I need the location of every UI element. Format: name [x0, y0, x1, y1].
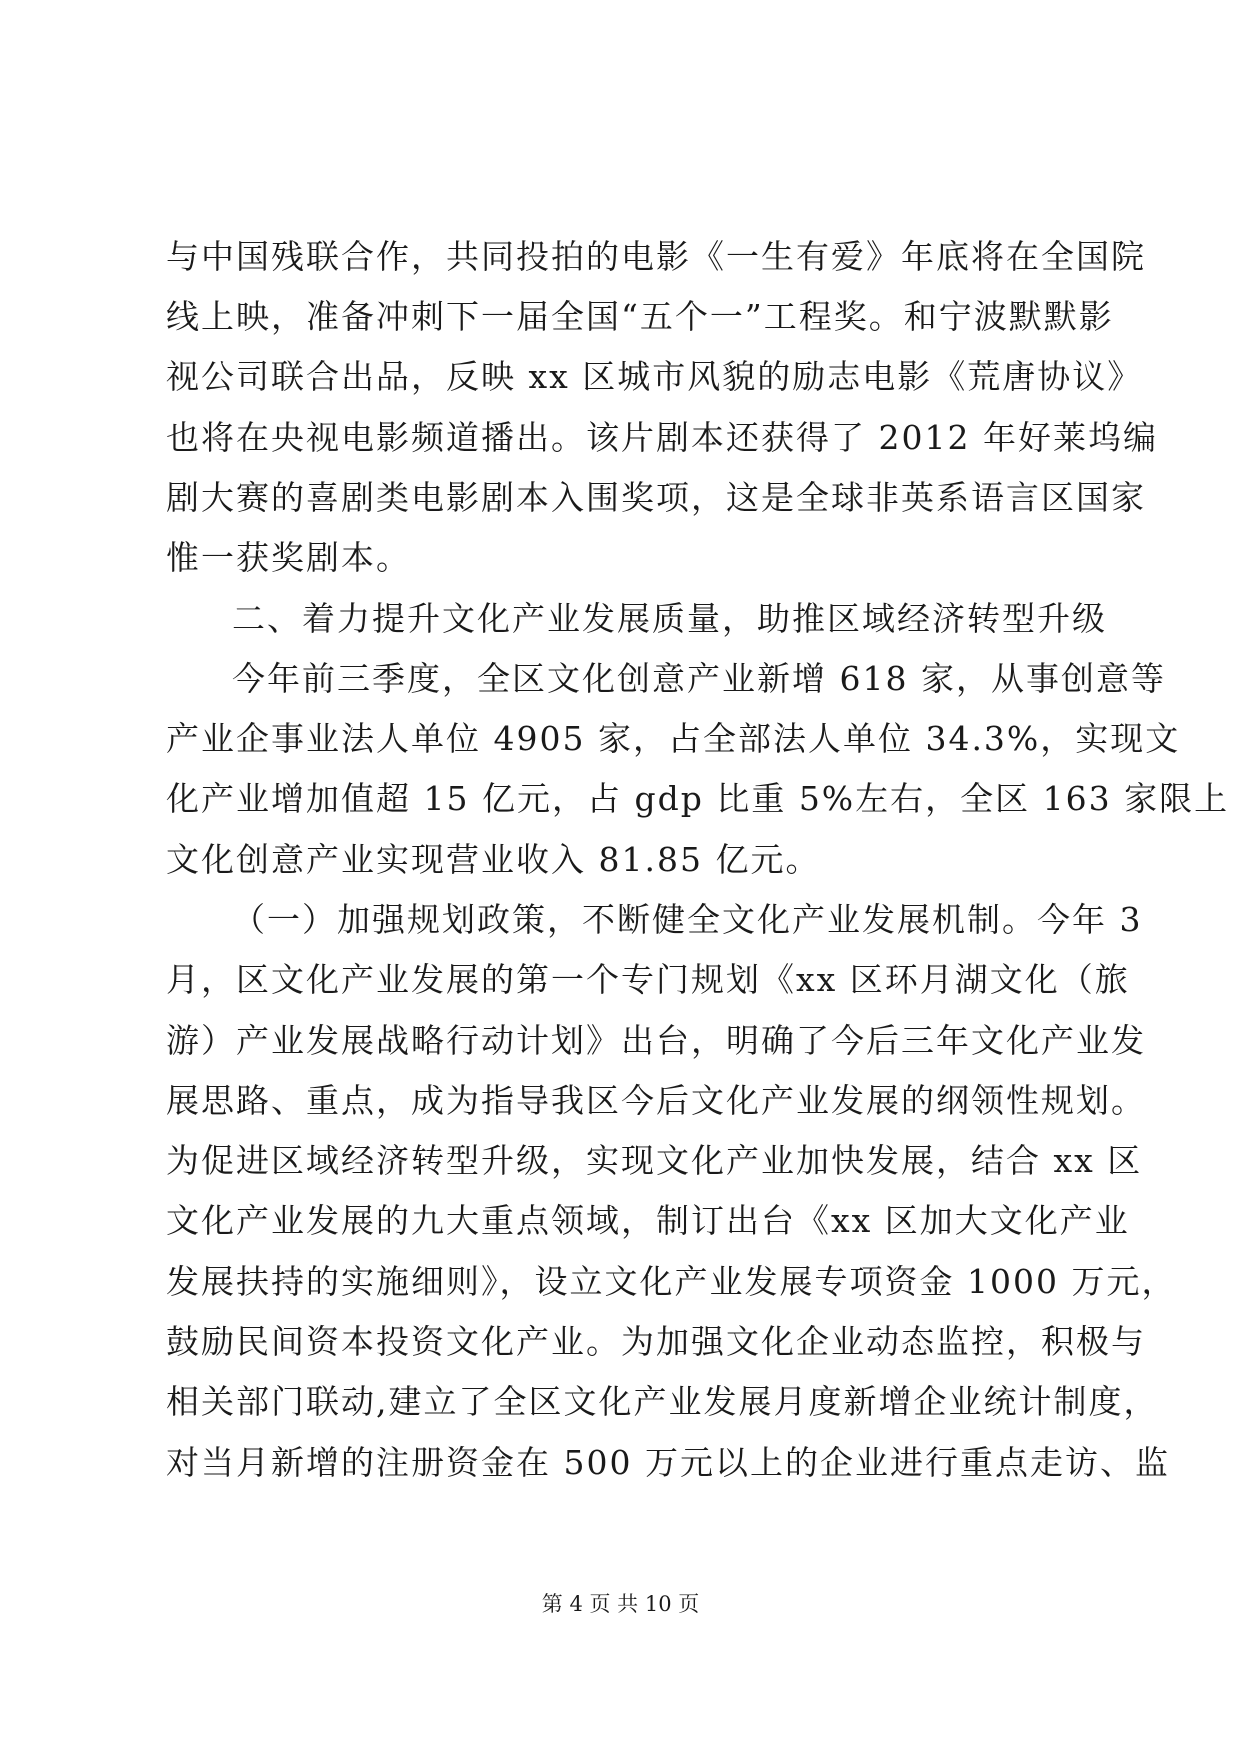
text-line: 发展扶持的实施细则》，设立文化产业发展专项资金 1000 万元， — [166, 1262, 1177, 1301]
text-line: 惟一获奖剧本。 — [166, 538, 411, 577]
section-heading: 二、着力提升文化产业发展质量，助推区域经济转型升级 — [232, 599, 1107, 638]
text-line: 产业企事业法人单位 4905 家，占全部法人单位 34.3%，实现文 — [166, 719, 1181, 758]
text-line: 月，区文化产业发展的第一个专门规划《xx 区环月湖文化（旅 — [166, 960, 1130, 999]
text-line: 线上映，准备冲刺下一届全国“五个一”工程奖。和宁波默默影 — [166, 297, 1114, 336]
page-number-footer: 第 4 页 共 10 页 — [541, 1592, 700, 1616]
text-line: 化产业增加值超 15 亿元，占 gdp 比重 5%左右，全区 163 家限上 — [166, 779, 1230, 818]
text-line: 展思路、重点，成为指导我区今后文化产业发展的纲领性规划。 — [166, 1081, 1146, 1120]
text-line: 剧大赛的喜剧类电影剧本入围奖项，这是全球非英系语言区国家 — [166, 478, 1146, 517]
text-line: （一）加强规划政策，不断健全文化产业发展机制。今年 3 — [232, 900, 1143, 939]
text-line: 今年前三季度，全区文化创意产业新增 618 家，从事创意等 — [232, 659, 1166, 698]
text-line: 鼓励民间资本投资文化产业。为加强文化企业动态监控，积极与 — [166, 1322, 1146, 1361]
text-line: 与中国残联合作，共同投拍的电影《一生有爱》年底将在全国院 — [166, 237, 1146, 276]
text-line: 为促进区域经济转型升级，实现文化产业加快发展，结合 xx 区 — [166, 1141, 1143, 1180]
text-line: 文化产业发展的九大重点领域，制订出台《xx 区加大文化产业 — [166, 1201, 1130, 1240]
text-line: 游）产业发展战略行动计划》出台，明确了今后三年文化产业发 — [166, 1021, 1146, 1060]
text-line: 也将在央视电影频道播出。该片剧本还获得了 2012 年好莱坞编 — [166, 418, 1158, 457]
text-line: 相关部门联动,建立了全区文化产业发展月度新增企业统计制度， — [166, 1382, 1159, 1421]
text-line: 视公司联合出品，反映 xx 区城市风貌的励志电影《荒唐协议》 — [166, 357, 1143, 396]
text-line: 对当月新增的注册资金在 500 万元以上的企业进行重点走访、监 — [166, 1443, 1170, 1482]
text-line: 文化创意产业实现营业收入 81.85 亿元。 — [166, 840, 821, 879]
